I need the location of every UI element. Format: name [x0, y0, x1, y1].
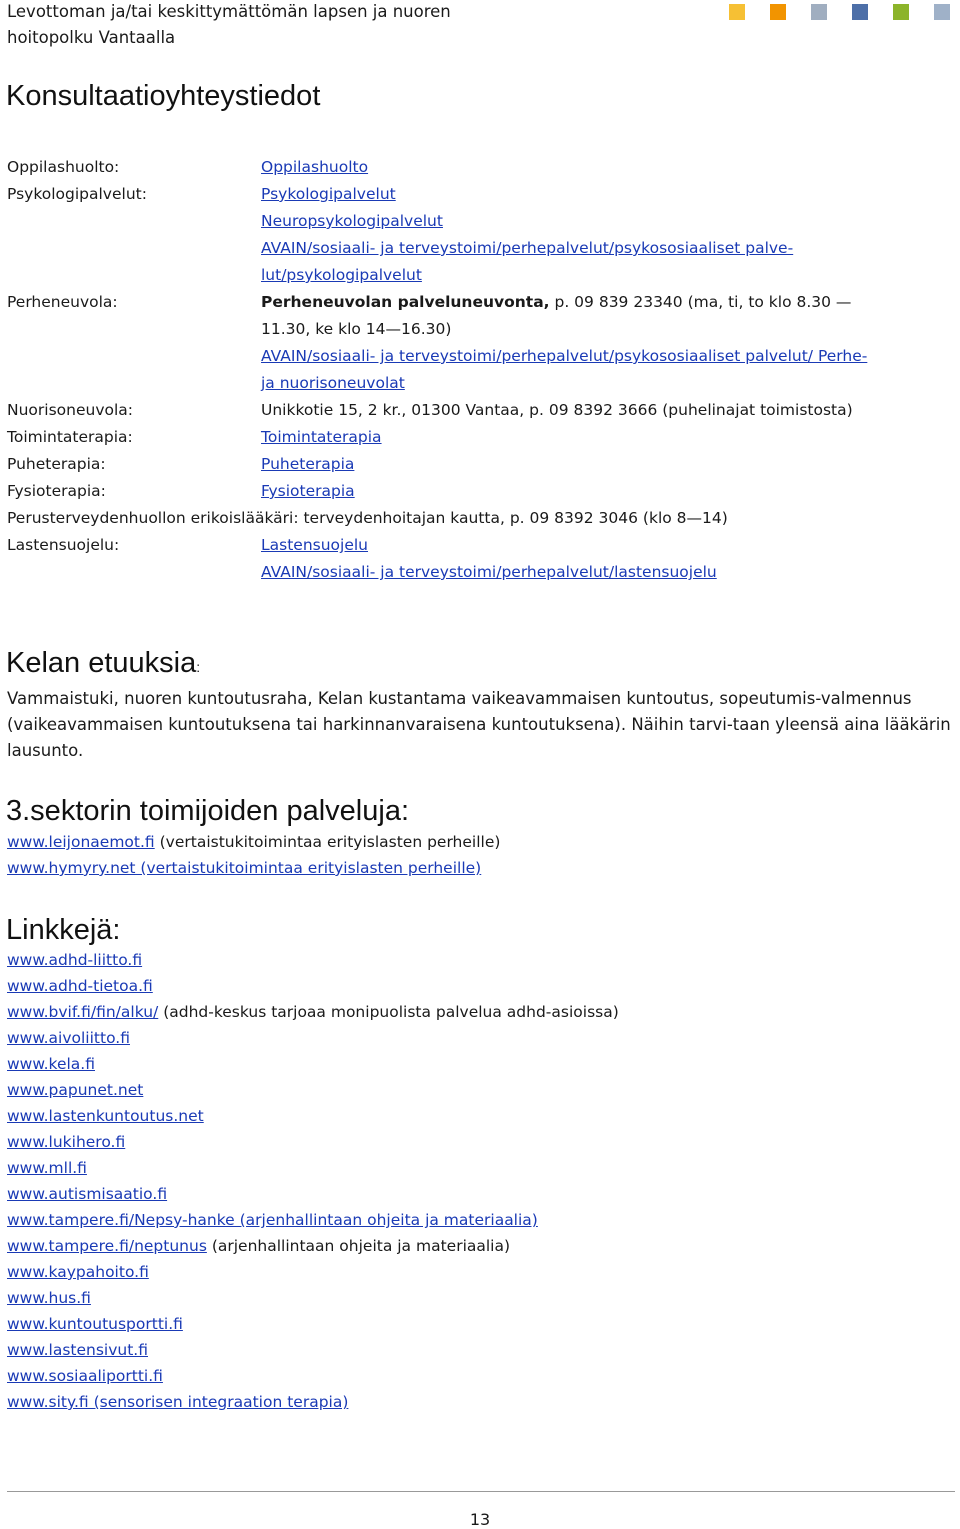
- link-url[interactable]: www.hus.fi: [7, 1289, 91, 1307]
- kela-heading: [6, 643, 200, 687]
- link-note: (adhd-keskus tarjoaa monipuolista palvelua adhd-asioissa): [158, 1003, 619, 1021]
- perheneuvola-phone-part1: p. 09 839 23340 (ma, ti, to klo 8.30 —: [549, 293, 852, 311]
- link-item: [7, 1337, 148, 1363]
- avain-psykologipalvelut-link-part2[interactable]: lut/psykologipalvelut: [261, 266, 422, 284]
- toimintaterapia-link[interactable]: Toimintaterapia: [261, 428, 382, 446]
- perheneuvola-phone-part2: 11.30, ke klo 14—16.30): [261, 320, 452, 338]
- leijonaemot-link[interactable]: www.leijonaemot.fi: [7, 833, 155, 851]
- kela-heading-text: Kelan etuuksia: [6, 647, 197, 679]
- fysioterapia-label: Fysioterapia:: [7, 482, 106, 500]
- document-header-title: [7, 0, 451, 51]
- link-item: [7, 1311, 183, 1337]
- link-item: [7, 947, 142, 973]
- link-url[interactable]: www.bvif.fi/fin/alku/: [7, 1003, 159, 1021]
- nuorisoneuvola-label: Nuorisoneuvola:: [7, 401, 134, 419]
- header-color-squares: [704, 4, 950, 20]
- link-url[interactable]: www.sosiaaliportti.fi: [7, 1367, 163, 1385]
- footer-divider: [7, 1491, 955, 1492]
- kela-paragraph: Vammaistuki, nuoren kuntoutusraha, Kelan kustantama vaikeavammaisen kuntoutus, sopeutumis-valmennus (vaikeavammaisen kuntoutuksena tai harkinnanvaraisena kuntoutuksena). Näihin tarvi-taan yleensä aina lääkärin lausunto.: [7, 689, 951, 760]
- header-square-5: [893, 4, 909, 20]
- header-square-3: [811, 4, 827, 20]
- header-square-2: [770, 4, 786, 20]
- puheterapia-link[interactable]: Puheterapia: [261, 455, 355, 473]
- link-item: [7, 1077, 143, 1103]
- perheneuvola-info: [261, 289, 851, 315]
- link-url[interactable]: www.tampere.fi/Nepsy-hanke (arjenhallintaan ohjeita ja materiaalia): [7, 1211, 538, 1229]
- neuropsykologipalvelut-link[interactable]: Neuropsykologipalvelut: [261, 212, 443, 230]
- lastensuojelu-link[interactable]: Lastensuojelu: [261, 536, 369, 554]
- link-item: [7, 973, 153, 999]
- fysioterapia-link[interactable]: Fysioterapia: [261, 482, 355, 500]
- link-url[interactable]: www.autismisaatio.fi: [7, 1185, 168, 1203]
- sector3-item-leijonaemot: [7, 829, 500, 855]
- lastensuojelu-label: Lastensuojelu:: [7, 536, 120, 554]
- link-item: [7, 999, 619, 1025]
- link-url[interactable]: www.aivoliitto.fi: [7, 1029, 130, 1047]
- header-title-line1: Levottoman ja/tai keskittymättömän lapsen ja nuoren: [7, 2, 451, 21]
- avain-psykologipalvelut-link-part1[interactable]: AVAIN/sosiaali- ja terveystoimi/perhepalvelut/psykososiaaliset palve-: [261, 239, 794, 257]
- link-item: [7, 1285, 91, 1311]
- link-item: [7, 1129, 125, 1155]
- oppilashuolto-link[interactable]: Oppilashuolto: [261, 158, 369, 176]
- link-url[interactable]: www.lastenkuntoutus.net: [7, 1107, 204, 1125]
- link-url[interactable]: www.tampere.fi/neptunus: [7, 1237, 207, 1255]
- leijonaemot-note: (vertaistukitoimintaa erityislasten perheille): [154, 833, 501, 851]
- header-square-6: [934, 4, 950, 20]
- link-url[interactable]: www.kuntoutusportti.fi: [7, 1315, 183, 1333]
- perheneuvola-label: Perheneuvola:: [7, 293, 118, 311]
- link-item: [7, 1233, 510, 1259]
- hymyry-link[interactable]: www.hymyry.net (vertaistukitoimintaa erityislasten perheille): [7, 859, 482, 877]
- avain-perheneuvolat-link-part2[interactable]: ja nuorisoneuvolat: [261, 374, 405, 392]
- psykologipalvelut-label: Psykologipalvelut:: [7, 185, 147, 203]
- page-number: 13: [469, 1510, 491, 1529]
- header-square-4: [852, 4, 868, 20]
- link-url[interactable]: www.adhd-liitto.fi: [7, 951, 143, 969]
- puheterapia-label: Puheterapia:: [7, 455, 106, 473]
- psykologipalvelut-link[interactable]: Psykologipalvelut: [261, 185, 396, 203]
- link-url[interactable]: www.mll.fi: [7, 1159, 87, 1177]
- avain-lastensuojelu-link[interactable]: AVAIN/sosiaali- ja terveystoimi/perhepalvelut/lastensuojelu: [261, 563, 717, 581]
- nuorisoneuvola-value: Unikkotie 15, 2 kr., 01300 Vantaa, p. 09 8392 3666 (puhelinajat toimistosta): [261, 401, 853, 419]
- link-item: [7, 1155, 87, 1181]
- perusterveydenhuolto-line: Perusterveydenhuollon erikoislääkäri: terveydenhoitajan kautta, p. 09 8392 3046 (klo 8—14): [7, 509, 728, 527]
- link-item: [7, 1389, 348, 1415]
- link-item: [7, 1025, 130, 1051]
- link-note: (arjenhallintaan ohjeita ja materiaalia): [206, 1237, 511, 1255]
- avain-perheneuvolat-link-part1[interactable]: AVAIN/sosiaali- ja terveystoimi/perhepalvelut/psykososiaaliset palvelut/ Perhe-: [261, 347, 868, 365]
- link-item: [7, 1181, 167, 1207]
- kela-heading-colon: :: [196, 659, 201, 675]
- page-title: Konsultaatioyhteystiedot: [6, 80, 321, 112]
- link-item: [7, 1051, 95, 1077]
- link-url[interactable]: www.sity.fi (sensorisen integraation terapia): [7, 1393, 349, 1411]
- links-heading: Linkkejä:: [6, 914, 121, 946]
- link-url[interactable]: www.kela.fi: [7, 1055, 95, 1073]
- sector3-heading: 3.sektorin toimijoiden palveluja:: [6, 795, 409, 827]
- link-item: [7, 1259, 149, 1285]
- link-item: [7, 1207, 538, 1233]
- link-url[interactable]: www.adhd-tietoa.fi: [7, 977, 153, 995]
- toimintaterapia-label: Toimintaterapia:: [7, 428, 133, 446]
- link-item: [7, 1103, 204, 1129]
- header-square-1: [729, 4, 745, 20]
- header-title-line2: hoitopolku Vantaalla: [7, 28, 176, 47]
- link-item: [7, 1363, 163, 1389]
- link-url[interactable]: www.papunet.net: [7, 1081, 144, 1099]
- perheneuvola-service-name: Perheneuvolan palveluneuvonta,: [261, 293, 550, 311]
- oppilashuolto-label: Oppilashuolto:: [7, 158, 120, 176]
- link-url[interactable]: www.lastensivut.fi: [7, 1341, 148, 1359]
- link-url[interactable]: www.kaypahoito.fi: [7, 1263, 149, 1281]
- link-url[interactable]: www.lukihero.fi: [7, 1133, 126, 1151]
